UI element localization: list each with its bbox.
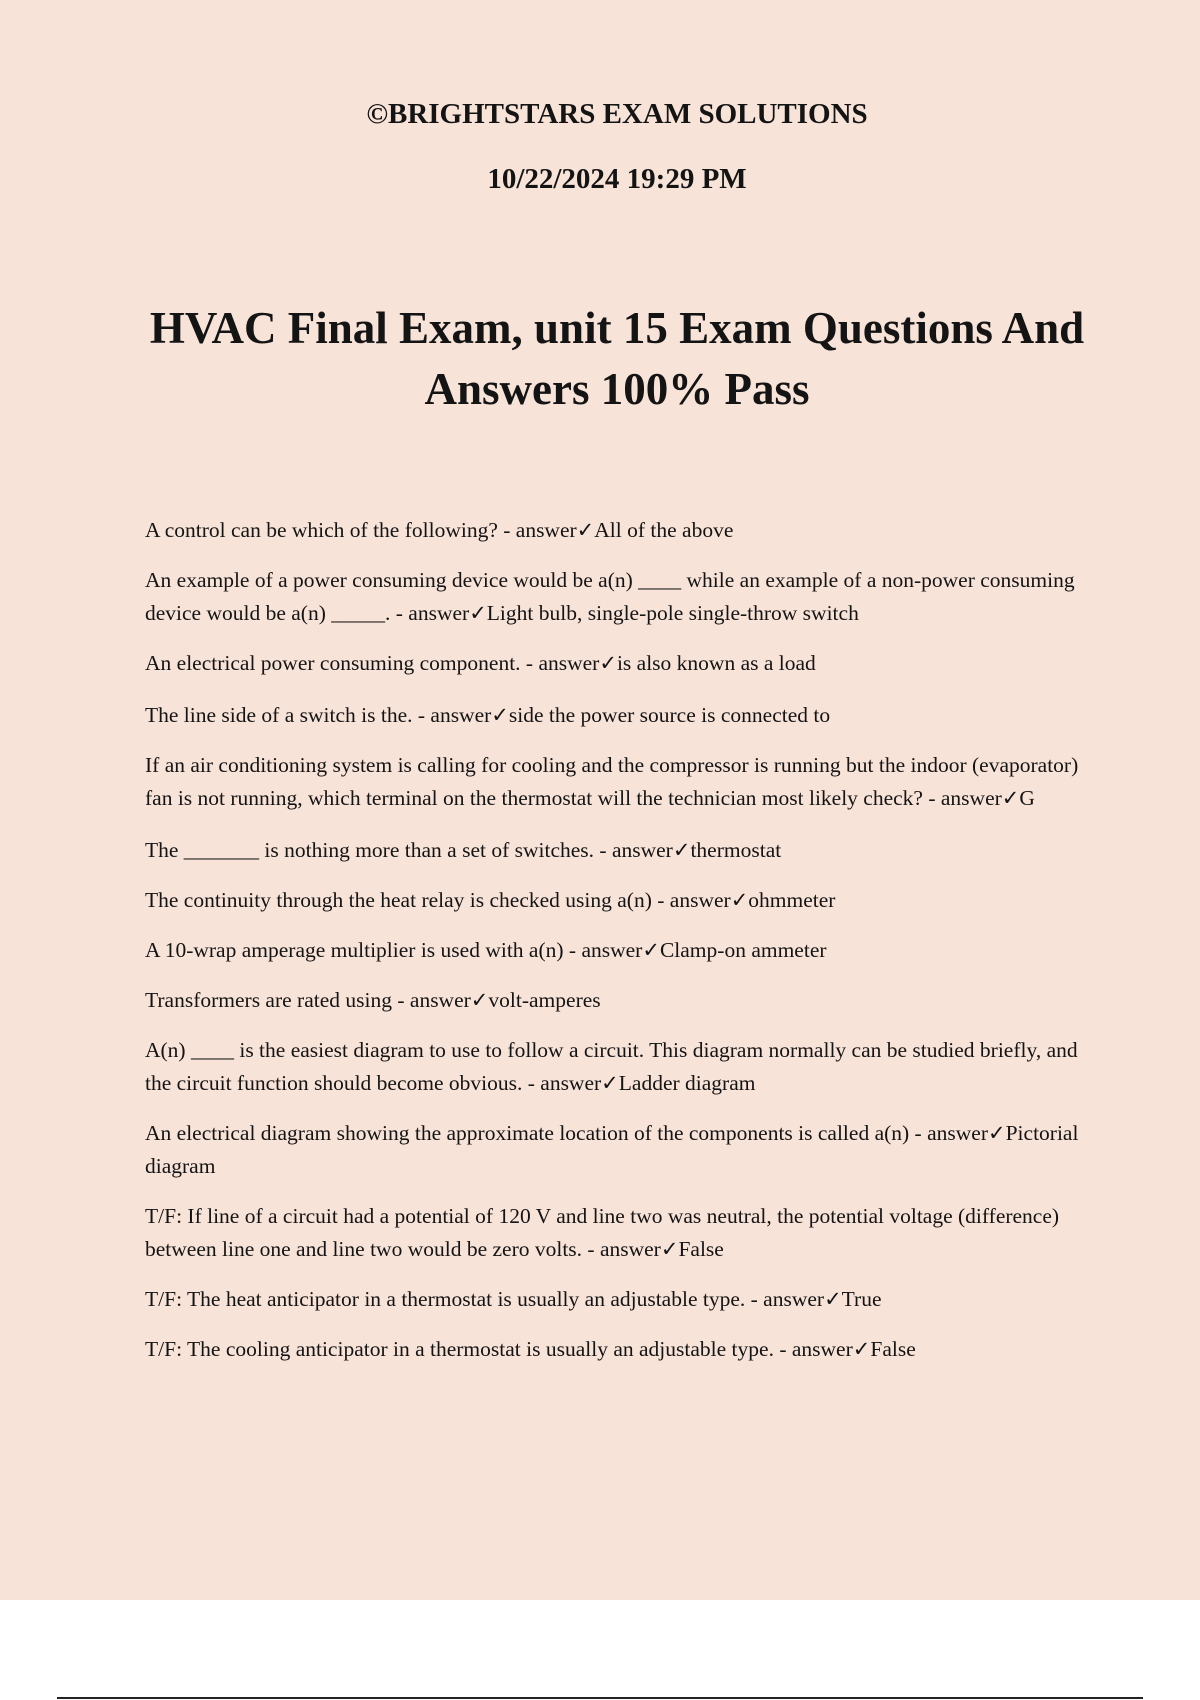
- answer-text: True: [841, 1287, 882, 1311]
- footer-divider: [57, 1697, 1143, 1699]
- question-item: [145, 514, 1085, 547]
- question-text: T/F: If line of a circuit had a potential of 120 V and line two was neutral, the potential voltage (difference) between line one and line two would be zero volts. - answer: [145, 1204, 1060, 1261]
- answer-text: Ladder diagram: [618, 1071, 756, 1095]
- question-text: If an air conditioning system is calling for cooling and the compressor is running but the indoor (evaporator) fan is not running, which terminal on the thermostat will the technician most likely check? - answer: [145, 753, 1079, 810]
- answer-text: Clamp-on ammeter: [659, 938, 827, 962]
- question-text: A(n) ____ is the easiest diagram to use to follow a circuit. This diagram normally can be studied briefly, and the circuit function should become obvious. - answer: [145, 1038, 1078, 1095]
- answer-text: Pictorial diagram: [145, 1121, 1079, 1178]
- question-text: T/F: The cooling anticipator in a thermostat is usually an adjustable type. - answer: [145, 1337, 853, 1361]
- answer-text: G: [1019, 786, 1035, 810]
- check-icon: ✓: [987, 1121, 1006, 1145]
- check-icon: ✓: [469, 601, 487, 625]
- question-item: [145, 749, 1085, 815]
- check-icon: ✓: [599, 651, 617, 675]
- question-item: [145, 1117, 1085, 1183]
- check-icon: ✓: [576, 518, 595, 542]
- check-icon: ✓: [660, 1237, 679, 1261]
- question-item: [145, 984, 1085, 1017]
- question-item: [145, 934, 1085, 967]
- question-list: [145, 514, 1085, 1383]
- check-icon: ✓: [601, 1071, 619, 1095]
- answer-text: volt-amperes: [488, 988, 601, 1012]
- timestamp-header: 10/22/2024 19:29 PM: [487, 163, 747, 195]
- question-text: A control can be which of the following? - answer: [145, 518, 577, 542]
- document-title: HVAC Final Exam, unit 15 Exam Questions And Answers 100% Pass: [149, 303, 1085, 414]
- answer-text: False: [870, 1337, 916, 1361]
- question-text: The line side of a switch is the. - answer: [145, 703, 492, 727]
- check-icon: ✓: [491, 703, 509, 727]
- check-icon: ✓: [824, 1287, 842, 1311]
- check-icon: ✓: [672, 838, 691, 862]
- question-text: The _______ is nothing more than a set of switches. - answer: [145, 838, 673, 862]
- question-item: [145, 1333, 1085, 1366]
- check-icon: ✓: [1001, 786, 1020, 810]
- question-item: [145, 834, 1085, 867]
- answer-text: is also known as a load: [616, 651, 816, 675]
- question-text: The continuity through the heat relay is checked using a(n) - answer: [145, 888, 731, 912]
- answer-text: False: [678, 1237, 724, 1261]
- question-item: [145, 884, 1085, 917]
- question-text: Transformers are rated using - answer: [145, 988, 471, 1012]
- question-text: An example of a power consuming device would be a(n) ____ while an example of a non-power consuming device would be a(n) _____. - answer: [145, 568, 1075, 625]
- check-icon: ✓: [852, 1337, 871, 1361]
- answer-text: Light bulb, single-pole single-throw switch: [486, 601, 859, 625]
- question-item: [145, 1034, 1085, 1100]
- check-icon: ✓: [730, 888, 749, 912]
- question-item: [145, 699, 1085, 732]
- question-text: T/F: The heat anticipator in a thermostat is usually an adjustable type. - answer: [145, 1287, 825, 1311]
- copyright-header: ©BRIGHTSTARS EXAM SOLUTIONS: [366, 98, 868, 130]
- answer-text: All of the above: [594, 518, 734, 542]
- answer-text: ohmmeter: [748, 888, 836, 912]
- question-item: [145, 1283, 1085, 1316]
- question-text: An electrical diagram showing the approximate location of the components is called a(n) - answer: [145, 1121, 988, 1145]
- question-item: [145, 647, 1085, 680]
- answer-text: side the power source is connected to: [508, 703, 831, 727]
- question-item: [145, 1200, 1085, 1266]
- check-icon: ✓: [470, 988, 489, 1012]
- question-text: A 10-wrap amperage multiplier is used with a(n) - answer: [145, 938, 643, 962]
- answer-text: thermostat: [690, 838, 782, 862]
- question-item: [145, 564, 1085, 630]
- question-text: An electrical power consuming component. - answer: [145, 651, 600, 675]
- check-icon: ✓: [642, 938, 660, 962]
